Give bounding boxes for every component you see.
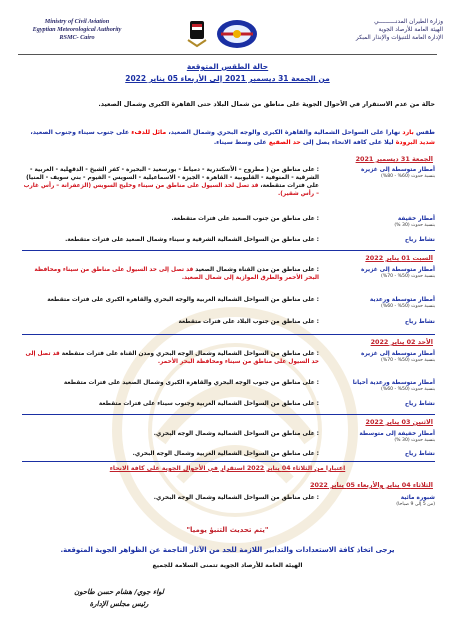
phenomenon-label: أمطار متوسطة إلى غزيرة: [360, 167, 435, 173]
forecast-row: [22, 296, 435, 312]
forecast-title: [0, 62, 455, 83]
intro-statement: حالة من عدم الاستقرار في الأحوال الجوية على مناطق من شمال البلاد حتى القاهرة الكبرى وشمال الصعيد.: [98, 100, 435, 108]
title-line-1: حالة الطقس المتوقعة: [186, 62, 269, 71]
description-main: : على مناطق من جنوب البلاد على فترات متقطعة: [178, 319, 319, 325]
general-part-4: على وسط سيناء.: [213, 139, 267, 146]
day-heading: الجمعة 31 ديسمبر 2021: [355, 155, 433, 163]
phenomenon: [325, 296, 435, 310]
header-english: [12, 18, 142, 42]
signature-name: لواء جوي/ هشام حسن طاحون: [74, 588, 164, 596]
forecast-row: [22, 350, 435, 374]
forecast-row: [22, 450, 435, 460]
probability-note: بنسبة حدوث (60% - 80%): [381, 174, 435, 179]
title-line-2: من الجمعة 31 ديسمبر 2021 إلى الأربعاء 05 يناير 2022: [125, 74, 330, 83]
forecast-row: [22, 400, 435, 410]
frost-phrase: حد الصقيع: [268, 139, 301, 146]
description-main: : على مناطق من ( مطروح – الأسكندرية - دمياط - بورسعيد - البحيرة - كفر الشيخ - الدقهلية - الغربية - الشرقية - المنوفية - القليوبية - القاهرة - الجيزة - الاسماعيلية - السويس - الفيوم - بني سويف - المنيا) على فترات متقطعة،: [26, 167, 319, 189]
description: [22, 266, 319, 282]
day-heading: الأحد 02 يناير 2022: [370, 338, 433, 346]
document-header: [0, 12, 455, 52]
phenomenon: [325, 266, 435, 280]
description-main: : على مناطق من السواحل الشمالية الشرقية و سيناء وشمال الصعيد على فترات متقطعة.: [65, 237, 319, 243]
probability-note: بنسبة حدوث (50% - 70%): [381, 358, 435, 363]
header-arabic-line: الإدارة العامة للتنبؤات والإنذار المبكر: [355, 35, 443, 41]
phenomenon: [325, 350, 435, 364]
description-main: : على مناطق من جنوب الوجه البحري والقاهرة الكبرى وشمال الصعيد على فترات متقطعة: [63, 380, 319, 386]
phenomenon-label: شبورة مائية: [400, 495, 435, 501]
description-main: : على مناطق من السواحل الشمالية وشمال الوجه البحري.: [153, 495, 319, 501]
description: [22, 215, 319, 223]
advice-text: يرجى اتخاذ كافة الاستعدادات والتدابير اللازمة للحد من الآثار الناجمة عن الظواهر الجوية المتوقعة.: [60, 546, 395, 554]
day-separator: [22, 334, 435, 335]
description: [22, 494, 319, 502]
probability-note: بنسبة حدوث (30 %): [394, 438, 435, 443]
description: [22, 166, 319, 198]
probability-note: (من 5 إلى 9 صباحا): [396, 502, 435, 507]
general-weather-paragraph: [22, 128, 435, 148]
update-note: "يتم تحديث التنبؤ يوميا": [186, 526, 269, 534]
description-main: : على مناطق من السواحل الشمالية الغربية والوجه البحري والقاهرة الكبرى على فترات متقطعة: [47, 297, 319, 303]
description: [22, 450, 319, 458]
day-separator: [22, 461, 435, 462]
signature-block: [54, 586, 184, 610]
forecast-row: [22, 494, 435, 510]
general-part-1: نهارا على السواحل الشمالية والقاهرة الكبرى والوجه البحري وشمال الصعيد،: [168, 129, 401, 136]
description-main: : على مناطق من السواحل الشمالية الغربية وشمال الوجه البحري.: [132, 451, 319, 457]
stability-note: اعتبارا من الثلاثاء 04 يناير 2022 استقرار في الأحوال الجوية على كافة الانحاء: [109, 465, 346, 472]
forecast-row: [22, 379, 435, 395]
general-prefix: طقس: [415, 129, 435, 136]
forecast-row: [22, 266, 435, 290]
description: [22, 236, 319, 244]
very-cold-phrase: شديد البرودة: [395, 139, 435, 146]
phenomenon: [325, 215, 435, 229]
safety-wish: الهيئة العامة للأرصاد الجوية تتمنى السلامة للجميع: [152, 562, 303, 569]
forecast-row: [22, 166, 435, 212]
description: [22, 400, 319, 408]
forecast-row: [22, 430, 435, 446]
day-heading: الاثنين 03 يناير 2022: [365, 418, 433, 426]
description-main: : على مناطق من مدن القناة وشمال الصعيد: [195, 267, 319, 273]
header-english-line: Ministry of Civil Aviation: [44, 18, 110, 25]
phenomenon-label: أمطار متوسطة ورعدية أحيانا: [352, 380, 435, 386]
description-main: : على مناطق من السواحل الشمالية وشمال الوجه البحري.: [153, 431, 319, 437]
phenomenon-label: أمطار متوسطة إلى غزيرة: [360, 351, 435, 357]
warm-phrase: مائل للدفء: [131, 129, 167, 136]
probability-note: بنسبة حدوث (50% - 70%): [381, 274, 435, 279]
header-english-line: RSMC- Cairo: [59, 34, 95, 41]
phenomenon-label: نشاط رياح: [404, 319, 435, 325]
description-main: : على مناطق من جنوب الصعيد على فترات متقطعة.: [171, 216, 319, 222]
description-warning: قد تصل إلى حد السيول على مناطق من سيناء ومحافظة البحر الأحمر والطرق الموازية إلى شمال الصعيد.: [34, 267, 319, 281]
general-part-3: ليلا على كافة الانحاء يصل إلى: [302, 139, 394, 146]
phenomenon: [325, 166, 435, 180]
ema-logo-icon: [215, 18, 259, 50]
description: [22, 430, 319, 438]
phenomenon-label: نشاط رياح: [404, 451, 435, 457]
phenomenon-label: أمطار متوسطة إلى غزيرة: [360, 267, 435, 273]
forecast-row: [22, 236, 435, 246]
description: [22, 318, 319, 326]
forecast-row: [22, 215, 435, 229]
day-separator: [22, 414, 435, 415]
phenomenon: [325, 379, 435, 393]
phenomenon: [325, 494, 435, 508]
phenomenon-label: أمطار خفيفة: [397, 216, 435, 222]
cold-word: بارد: [402, 129, 414, 136]
probability-note: بنسبة حدوث (30 %): [394, 223, 435, 228]
general-part-2: على جنوب سيناء وجنوب الصعيد،: [30, 129, 130, 136]
phenomenon: [325, 318, 435, 326]
signature-title: رئيس مجلس الإدارة: [89, 600, 149, 608]
header-arabic-line: وزارة الطيران المدنــــــــــي: [374, 19, 443, 25]
phenomenon: [325, 430, 435, 444]
header-divider: [18, 54, 437, 55]
forecast-row: [22, 318, 435, 328]
header-arabic: [293, 18, 443, 42]
probability-note: بنسبة حدوث (50% - 60%): [381, 304, 435, 309]
eagle-emblem-icon: [186, 18, 208, 48]
day-heading: السبت 01 يناير 2022: [365, 254, 433, 262]
description: [22, 379, 319, 387]
phenomenon-label: نشاط رياح: [404, 401, 435, 407]
phenomenon-label: أمطار متوسطة ورعدية: [369, 297, 435, 303]
description: [22, 296, 319, 304]
phenomenon: [325, 450, 435, 458]
header-arabic-line: الهيئة العامة للأرصاد الجوية: [378, 27, 443, 33]
description-main: : على مناطق من السواحل الشمالية وشمال الوجه البحري ومدن القناة على فترات متقطعة: [61, 351, 319, 357]
description-main: : على مناطق من السواحل الشمالية الغربية وجنوب سيناء على فترات متقطعة: [98, 401, 319, 407]
phenomenon-label: نشاط رياح: [404, 237, 435, 243]
phenomenon: [325, 236, 435, 244]
description-warning: قد تصل لحد السيول على مناطق من سيناء وخليج السويس (الزعفرانة – رأس غارب – رأس شقير).: [23, 183, 319, 197]
phenomenon: [325, 400, 435, 408]
day-heading: الثلاثاء 04 يناير والأربعاء 05 يناير 2022: [310, 481, 433, 489]
description: [22, 350, 319, 366]
phenomenon-label: أمطار خفيفة إلى متوسطة: [359, 431, 435, 437]
description-warning: قد تصل إلى حد السيول على مناطق من سيناء ومحافظة البحر الأحمر.: [25, 351, 319, 365]
day-separator: [22, 250, 435, 251]
probability-note: بنسبة حدوث (50% - 60%): [381, 387, 435, 392]
header-english-line: Egyptian Meteorological Authority: [32, 26, 122, 33]
